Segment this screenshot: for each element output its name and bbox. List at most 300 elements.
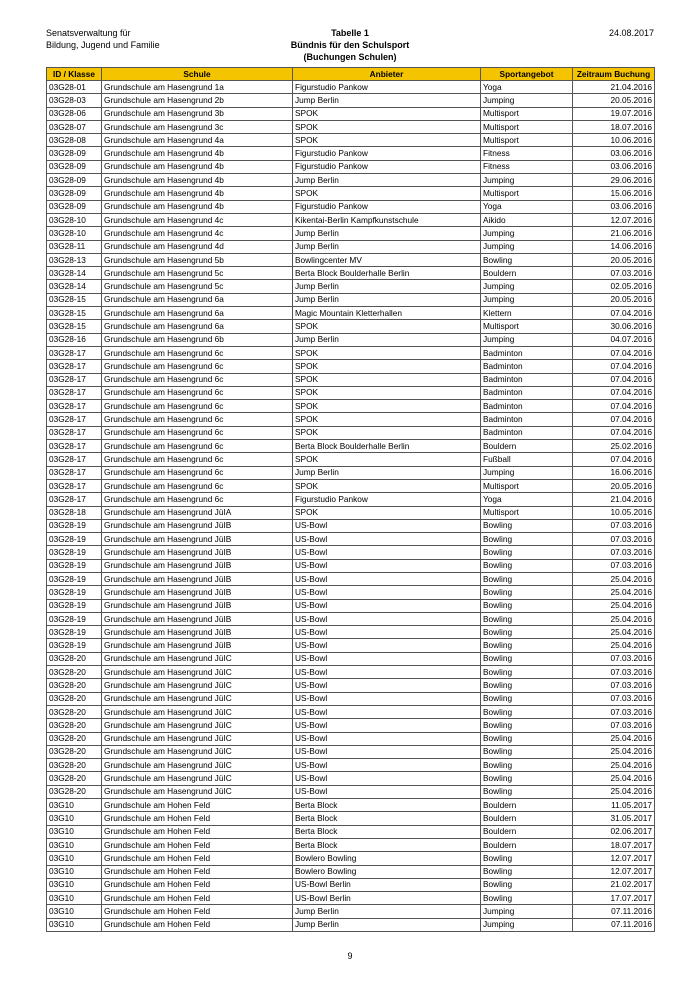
table-row [47,360,655,373]
cell-id: 03G28-06 [47,107,102,120]
cell-school: Grundschule am Hasengrund JüIB [102,599,293,612]
cell-school: Grundschule am Hasengrund 6c [102,440,293,453]
cell-date: 12.07.2016 [573,213,655,226]
cell-sport: Badminton [481,400,573,413]
cell-id: 03G10 [47,865,102,878]
table-row [47,745,655,758]
cell-id: 03G28-20 [47,652,102,665]
cell-date: 07.03.2016 [573,705,655,718]
table-row [47,307,655,320]
cell-id: 03G28-17 [47,346,102,359]
cell-id: 03G28-08 [47,134,102,147]
cell-provider: US-Bowl [293,626,481,639]
cell-sport: Jumping [481,466,573,479]
cell-sport: Bowling [481,639,573,652]
cell-id: 03G28-19 [47,572,102,585]
cell-school: Grundschule am Hasengrund JüIB [102,612,293,625]
cell-school: Grundschule am Hasengrund 5b [102,253,293,266]
cell-school: Grundschule am Hasengrund 4c [102,227,293,240]
cell-id: 03G28-17 [47,400,102,413]
cell-sport: Bowling [481,253,573,266]
table-row [47,626,655,639]
cell-school: Grundschule am Hasengrund 4b [102,147,293,160]
cell-sport: Bowling [481,626,573,639]
cell-provider: US-Bowl [293,559,481,572]
table-row [47,692,655,705]
cell-date: 12.07.2017 [573,852,655,865]
cell-sport: Badminton [481,413,573,426]
cell-sport: Bowling [481,705,573,718]
cell-date: 07.03.2016 [573,546,655,559]
cell-id: 03G28-09 [47,147,102,160]
cell-sport: Yoga [481,493,573,506]
table-row [47,599,655,612]
cell-date: 07.03.2016 [573,519,655,532]
cell-school: Grundschule am Hasengrund 3c [102,120,293,133]
cell-date: 07.11.2016 [573,905,655,918]
cell-date: 07.04.2016 [573,373,655,386]
cell-date: 31.05.2017 [573,812,655,825]
cell-date: 07.04.2016 [573,307,655,320]
issuer-line-2: Bildung, Jugend und Familie [46,40,160,50]
cell-sport: Jumping [481,293,573,306]
cell-date: 20.05.2016 [573,479,655,492]
cell-school: Grundschule am Hasengrund JüIC [102,759,293,772]
table-subtitle: Bündnis für den Schulsport [290,40,410,50]
cell-id: 03G28-20 [47,732,102,745]
cell-sport: Jumping [481,918,573,931]
cell-provider: Jump Berlin [293,918,481,931]
table-row [47,373,655,386]
table-row [47,546,655,559]
cell-id: 03G28-09 [47,187,102,200]
page-number: 9 [347,951,353,961]
table-row [47,386,655,399]
cell-sport: Fitness [481,160,573,173]
cell-sport: Bowling [481,572,573,585]
cell-sport: Badminton [481,346,573,359]
cell-school: Grundschule am Hasengrund 6c [102,466,293,479]
cell-sport: Bouldern [481,812,573,825]
cell-id: 03G28-09 [47,160,102,173]
cell-provider: Figurstudio Pankow [293,200,481,213]
table-row [47,94,655,107]
cell-id: 03G10 [47,799,102,812]
cell-provider: SPOK [293,360,481,373]
cell-date: 29.06.2016 [573,174,655,187]
cell-date: 07.03.2016 [573,559,655,572]
cell-id: 03G28-11 [47,240,102,253]
cell-school: Grundschule am Hasengrund 4b [102,160,293,173]
cell-date: 21.04.2016 [573,493,655,506]
table-row [47,705,655,718]
cell-date: 25.04.2016 [573,586,655,599]
cell-id: 03G28-17 [47,466,102,479]
cell-sport: Jumping [481,280,573,293]
cell-provider: US-Bowl [293,719,481,732]
cell-date: 02.05.2016 [573,280,655,293]
cell-school: Grundschule am Hasengrund JüIB [102,519,293,532]
cell-id: 03G28-14 [47,280,102,293]
table-row [47,320,655,333]
cell-school: Grundschule am Hasengrund JüIC [102,692,293,705]
cell-school: Grundschule am Hasengrund 6c [102,413,293,426]
cell-provider: Bowlero Bowling [293,865,481,878]
cell-school: Grundschule am Hohen Feld [102,918,293,931]
table-row [47,479,655,492]
cell-provider: US-Bowl [293,572,481,585]
cell-provider: SPOK [293,346,481,359]
cell-provider: US-Bowl [293,639,481,652]
table-row [47,200,655,213]
cell-id: 03G28-17 [47,413,102,426]
table-row [47,506,655,519]
cell-id: 03G10 [47,905,102,918]
cell-provider: Jump Berlin [293,94,481,107]
cell-sport: Multisport [481,506,573,519]
cell-sport: Bowling [481,546,573,559]
cell-date: 25.04.2016 [573,572,655,585]
cell-provider: US-Bowl [293,652,481,665]
cell-school: Grundschule am Hasengrund 6c [102,373,293,386]
table-row [47,785,655,798]
cell-provider: US-Bowl [293,546,481,559]
cell-school: Grundschule am Hasengrund JüIB [102,546,293,559]
cell-id: 03G28-20 [47,759,102,772]
cell-id: 03G28-19 [47,559,102,572]
cell-sport: Bowling [481,865,573,878]
cell-id: 03G28-19 [47,533,102,546]
cell-provider: Berta Block [293,825,481,838]
cell-school: Grundschule am Hohen Feld [102,799,293,812]
cell-id: 03G28-17 [47,373,102,386]
cell-id: 03G10 [47,878,102,891]
cell-sport: Jumping [481,174,573,187]
table-row [47,466,655,479]
table-row [47,187,655,200]
cell-school: Grundschule am Hasengrund JüIC [102,745,293,758]
cell-date: 25.04.2016 [573,759,655,772]
cell-sport: Multisport [481,134,573,147]
cell-id: 03G10 [47,812,102,825]
cell-sport: Badminton [481,360,573,373]
cell-date: 07.03.2016 [573,719,655,732]
cell-sport: Badminton [481,386,573,399]
cell-sport: Bowling [481,785,573,798]
table-row [47,852,655,865]
cell-sport: Fitness [481,147,573,160]
cell-id: 03G28-18 [47,506,102,519]
cell-id: 03G28-15 [47,307,102,320]
cell-school: Grundschule am Hohen Feld [102,878,293,891]
table-row [47,666,655,679]
cell-sport: Jumping [481,227,573,240]
issuer-line-1: Senatsverwaltung für [46,28,131,38]
cell-sport: Jumping [481,333,573,346]
cell-id: 03G10 [47,892,102,905]
cell-date: 10.05.2016 [573,506,655,519]
cell-provider: SPOK [293,479,481,492]
cell-sport: Bowling [481,732,573,745]
cell-sport: Badminton [481,373,573,386]
cell-date: 12.07.2017 [573,865,655,878]
cell-school: Grundschule am Hasengrund JüIC [102,666,293,679]
cell-id: 03G28-07 [47,120,102,133]
title-block [250,27,450,63]
cell-school: Grundschule am Hohen Feld [102,865,293,878]
table-row [47,413,655,426]
cell-id: 03G28-20 [47,692,102,705]
cell-provider: SPOK [293,187,481,200]
table-row [47,586,655,599]
document-date: 24.08.2017 [608,28,654,38]
cell-date: 07.03.2016 [573,533,655,546]
cell-provider: SPOK [293,107,481,120]
cell-provider: US-Bowl [293,666,481,679]
cell-id: 03G28-17 [47,493,102,506]
cell-sport: Bowling [481,852,573,865]
table-row [47,519,655,532]
cell-sport: Multisport [481,107,573,120]
cell-provider: Jump Berlin [293,293,481,306]
cell-date: 25.04.2016 [573,732,655,745]
cell-provider: Jump Berlin [293,240,481,253]
cell-school: Grundschule am Hasengrund 6c [102,426,293,439]
cell-sport: Jumping [481,905,573,918]
table-subtitle-2: (Buchungen Schulen) [303,52,397,62]
cell-provider: US-Bowl [293,533,481,546]
cell-id: 03G28-20 [47,772,102,785]
cell-date: 07.04.2016 [573,386,655,399]
cell-provider: US-Bowl [293,586,481,599]
table-row [47,440,655,453]
table-row [47,838,655,851]
table-row [47,878,655,891]
cell-id: 03G28-20 [47,745,102,758]
cell-provider: Jump Berlin [293,905,481,918]
cell-id: 03G28-17 [47,453,102,466]
header-school: Schule [102,68,293,81]
cell-id: 03G28-15 [47,320,102,333]
cell-school: Grundschule am Hasengrund JüIC [102,719,293,732]
header-id: ID / Klasse [47,68,102,81]
cell-id: 03G28-17 [47,426,102,439]
cell-sport: Bouldern [481,838,573,851]
cell-id: 03G28-19 [47,639,102,652]
table-row [47,213,655,226]
cell-id: 03G28-20 [47,679,102,692]
cell-sport: Badminton [481,426,573,439]
cell-date: 10.06.2016 [573,134,655,147]
cell-sport: Klettern [481,307,573,320]
table-row [47,719,655,732]
cell-school: Grundschule am Hasengrund 6c [102,386,293,399]
header-sport: Sportangebot [481,68,573,81]
cell-date: 25.04.2016 [573,599,655,612]
cell-sport: Bowling [481,692,573,705]
table-row [47,293,655,306]
cell-provider: US-Bowl [293,705,481,718]
cell-id: 03G28-10 [47,227,102,240]
cell-provider: Jump Berlin [293,280,481,293]
cell-date: 21.02.2017 [573,878,655,891]
cell-id: 03G28-19 [47,612,102,625]
cell-provider: SPOK [293,426,481,439]
cell-sport: Bouldern [481,799,573,812]
cell-id: 03G28-17 [47,360,102,373]
cell-school: Grundschule am Hasengrund 3b [102,107,293,120]
cell-school: Grundschule am Hasengrund JüIB [102,533,293,546]
cell-sport: Bowling [481,878,573,891]
cell-sport: Bowling [481,559,573,572]
cell-id: 03G28-20 [47,719,102,732]
cell-id: 03G28-20 [47,705,102,718]
cell-provider: SPOK [293,373,481,386]
cell-school: Grundschule am Hasengrund 4d [102,240,293,253]
cell-id: 03G10 [47,852,102,865]
cell-sport: Multisport [481,479,573,492]
cell-id: 03G10 [47,825,102,838]
cell-sport: Bowling [481,652,573,665]
cell-date: 07.04.2016 [573,360,655,373]
cell-provider: US-Bowl [293,519,481,532]
cell-date: 02.06.2017 [573,825,655,838]
cell-school: Grundschule am Hasengrund 4a [102,134,293,147]
cell-provider: Jump Berlin [293,227,481,240]
table-row [47,240,655,253]
cell-provider: Berta Block Boulderhalle Berlin [293,267,481,280]
cell-provider: Berta Block [293,838,481,851]
cell-provider: Berta Block [293,799,481,812]
cell-school: Grundschule am Hasengrund 6a [102,307,293,320]
cell-sport: Bowling [481,599,573,612]
cell-date: 20.05.2016 [573,94,655,107]
cell-school: Grundschule am Hasengrund 6b [102,333,293,346]
cell-school: Grundschule am Hasengrund JüIB [102,559,293,572]
table-row [47,147,655,160]
cell-date: 30.06.2016 [573,320,655,333]
cell-date: 18.07.2017 [573,838,655,851]
cell-sport: Bouldern [481,440,573,453]
cell-date: 03.06.2016 [573,160,655,173]
cell-date: 25.02.2016 [573,440,655,453]
table-row [47,865,655,878]
cell-school: Grundschule am Hasengrund 4b [102,187,293,200]
cell-provider: US-Bowl [293,599,481,612]
cell-school: Grundschule am Hasengrund 4b [102,200,293,213]
cell-id: 03G28-09 [47,200,102,213]
cell-sport: Bowling [481,586,573,599]
cell-provider: Figurstudio Pankow [293,81,481,94]
cell-sport: Bowling [481,612,573,625]
cell-provider: US-Bowl [293,732,481,745]
cell-school: Grundschule am Hasengrund 5c [102,267,293,280]
cell-provider: US-Bowl [293,785,481,798]
table-row [47,559,655,572]
cell-date: 07.03.2016 [573,267,655,280]
cell-id: 03G28-13 [47,253,102,266]
cell-date: 11.05.2017 [573,799,655,812]
cell-provider: SPOK [293,413,481,426]
cell-sport: Bowling [481,533,573,546]
cell-provider: SPOK [293,400,481,413]
cell-date: 17.07.2017 [573,892,655,905]
cell-sport: Multisport [481,320,573,333]
table-row [47,280,655,293]
cell-school: Grundschule am Hasengrund 2b [102,94,293,107]
table-row [47,905,655,918]
cell-sport: Bowling [481,519,573,532]
cell-provider: SPOK [293,386,481,399]
cell-id: 03G28-17 [47,479,102,492]
cell-date: 07.04.2016 [573,400,655,413]
cell-school: Grundschule am Hasengrund 6a [102,293,293,306]
cell-id: 03G28-03 [47,94,102,107]
cell-school: Grundschule am Hasengrund JüIC [102,732,293,745]
cell-school: Grundschule am Hasengrund JüIA [102,506,293,519]
cell-provider: SPOK [293,453,481,466]
cell-id: 03G28-14 [47,267,102,280]
cell-provider: Figurstudio Pankow [293,493,481,506]
cell-sport: Multisport [481,120,573,133]
table-row [47,772,655,785]
cell-school: Grundschule am Hasengrund JüIC [102,705,293,718]
cell-school: Grundschule am Hasengrund 6c [102,400,293,413]
cell-provider: Berta Block [293,812,481,825]
table-row [47,679,655,692]
cell-school: Grundschule am Hasengrund 5c [102,280,293,293]
cell-sport: Bowling [481,679,573,692]
table-row [47,160,655,173]
header-booking-date: Zeitraum Buchung [573,68,655,81]
header-provider: Anbieter [293,68,481,81]
table-row [47,346,655,359]
table-row [47,918,655,931]
cell-school: Grundschule am Hasengrund JüIB [102,586,293,599]
cell-school: Grundschule am Hohen Feld [102,812,293,825]
cell-provider: Figurstudio Pankow [293,160,481,173]
cell-provider: SPOK [293,134,481,147]
cell-sport: Bowling [481,892,573,905]
cell-school: Grundschule am Hohen Feld [102,852,293,865]
cell-school: Grundschule am Hasengrund JüIB [102,572,293,585]
cell-id: 03G28-19 [47,519,102,532]
cell-id: 03G28-19 [47,599,102,612]
cell-sport: Bowling [481,666,573,679]
cell-school: Grundschule am Hohen Feld [102,825,293,838]
table-row [47,732,655,745]
cell-date: 07.03.2016 [573,666,655,679]
cell-id: 03G28-20 [47,666,102,679]
cell-id: 03G28-10 [47,213,102,226]
cell-school: Grundschule am Hasengrund JüIB [102,639,293,652]
cell-sport: Fußball [481,453,573,466]
table-row [47,639,655,652]
cell-provider: US-Bowl Berlin [293,878,481,891]
table-row [47,892,655,905]
cell-school: Grundschule am Hasengrund JüIC [102,785,293,798]
cell-provider: Bowlingcenter MV [293,253,481,266]
cell-school: Grundschule am Hasengrund JüIC [102,772,293,785]
cell-sport: Aikido [481,213,573,226]
table-row [47,799,655,812]
cell-date: 16.06.2016 [573,466,655,479]
table-row [47,533,655,546]
cell-date: 03.06.2016 [573,200,655,213]
issuer-block [46,27,160,51]
cell-school: Grundschule am Hohen Feld [102,838,293,851]
cell-school: Grundschule am Hohen Feld [102,892,293,905]
